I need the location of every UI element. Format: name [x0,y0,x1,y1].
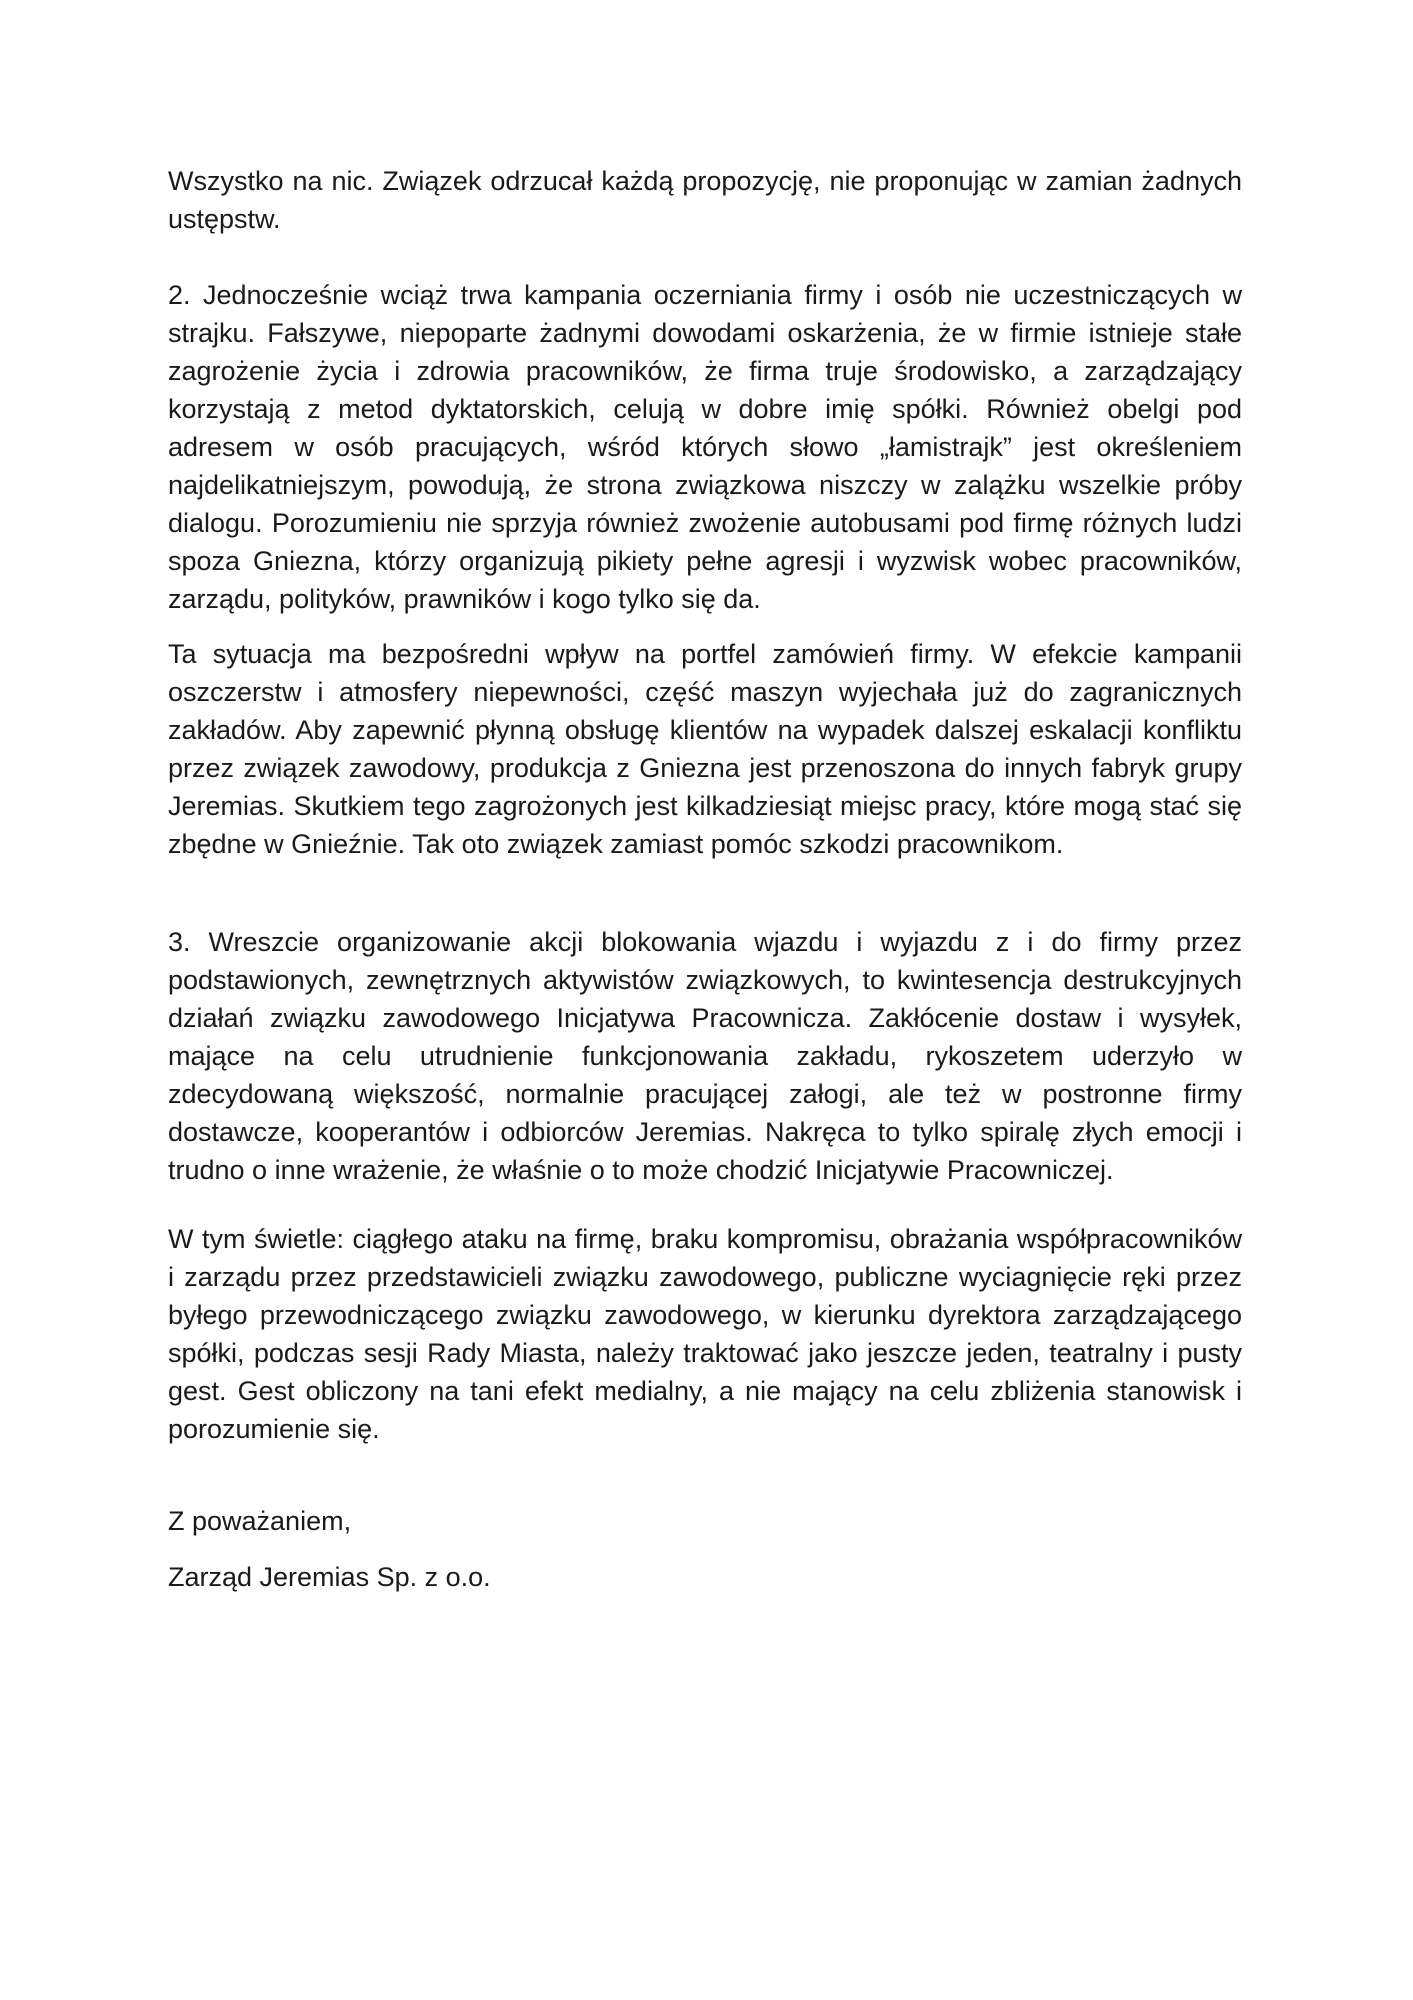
document-body [168,162,1242,1596]
signature: Zarząd Jeremias Sp. z o.o. [168,1562,491,1592]
paragraph-order-impact: Ta sytuacja ma bezpośredni wpływ na portfel zamówień firmy. W efekcie kampanii oszczerstw i atmosfery niepewności, część maszyn wyjechała już do zagranicznych zakładów. Aby zapewnić płynną obsługę klientów na wypadek dalszej eskalacji konfliktu przez związek zawodowy, produkcja z Gniezna jest przenoszona do innych fabryk grupy Jeremias. Skutkiem tego zagrożonych jest kilkadziesiąt miejsc pracy, które mogą stać się zbędne w Gnieźnie. Tak oto związek zamiast pomóc szkodzi pracownikom. [168,639,1242,859]
paragraph-point-2: 2. Jednocześnie wciąż trwa kampania oczerniania firmy i osób nie uczestniczących w strajku. Fałszywe, niepoparte żadnymi dowodami oskarżenia, że w firmie istnieje stałe zagrożenie życia i zdrowia pracowników, że firma truje środowisko, a zarządzający korzystają z metod dyktatorskich, celują w dobre imię spółki. Również obelgi pod adresem w osób pracujących, wśród których słowo „łamistrajk” jest określeniem najdelikatniejszym, powodują, że strona związkowa niszczy w zalążku wszelkie próby dialogu. Porozumieniu nie sprzyja również zwożenie autobusami pod firmę różnych ludzi spoza Gniezna, którzy organizują pikiety pełne agresji i wyzwisk wobec pracowników, zarządu, polityków, prawników i kogo tylko się da. [168,280,1242,614]
paragraph-intro: Wszystko na nic. Związek odrzucał każdą propozycję, nie proponując w zamian żadnych ustępstw. [168,166,1242,234]
closing-salutation: Z poważaniem, [168,1506,352,1536]
paragraph-conclusion: W tym świetle: ciągłego ataku na firmę, braku kompromisu, obrażania współpracowników i zarządu przez przedstawicieli związku zawodowego, publiczne wyciagnięcie ręki przez byłego przewodniczącego związku zawodowego, w kierunku dyrektora zarządzającego spółki, podczas sesji Rady Miasta, należy traktować jako jeszcze jeden, teatralny i pusty gest. Gest obliczony na tani efekt medialny, a nie mający na celu zbliżenia stanowisk i porozumienie się. [168,1224,1242,1444]
paragraph-point-3: 3. Wreszcie organizowanie akcji blokowania wjazdu i wyjazdu z i do firmy przez podstawionych, zewnętrznych aktywistów związkowych, to kwintesencja destrukcyjnych działań związku zawodowego Inicjatywa Pracownicza. Zakłócenie dostaw i wysyłek, mające na celu utrudnienie funkcjonowania zakładu, rykoszetem uderzyło w zdecydowaną większość, normalnie pracującej załogi, ale też w postronne firmy dostawcze, kooperantów i odbiorców Jeremias. Nakręca to tylko spiralę złych emocji i trudno o inne wrażenie, że właśnie o to może chodzić Inicjatywie Pracowniczej. [168,927,1242,1185]
